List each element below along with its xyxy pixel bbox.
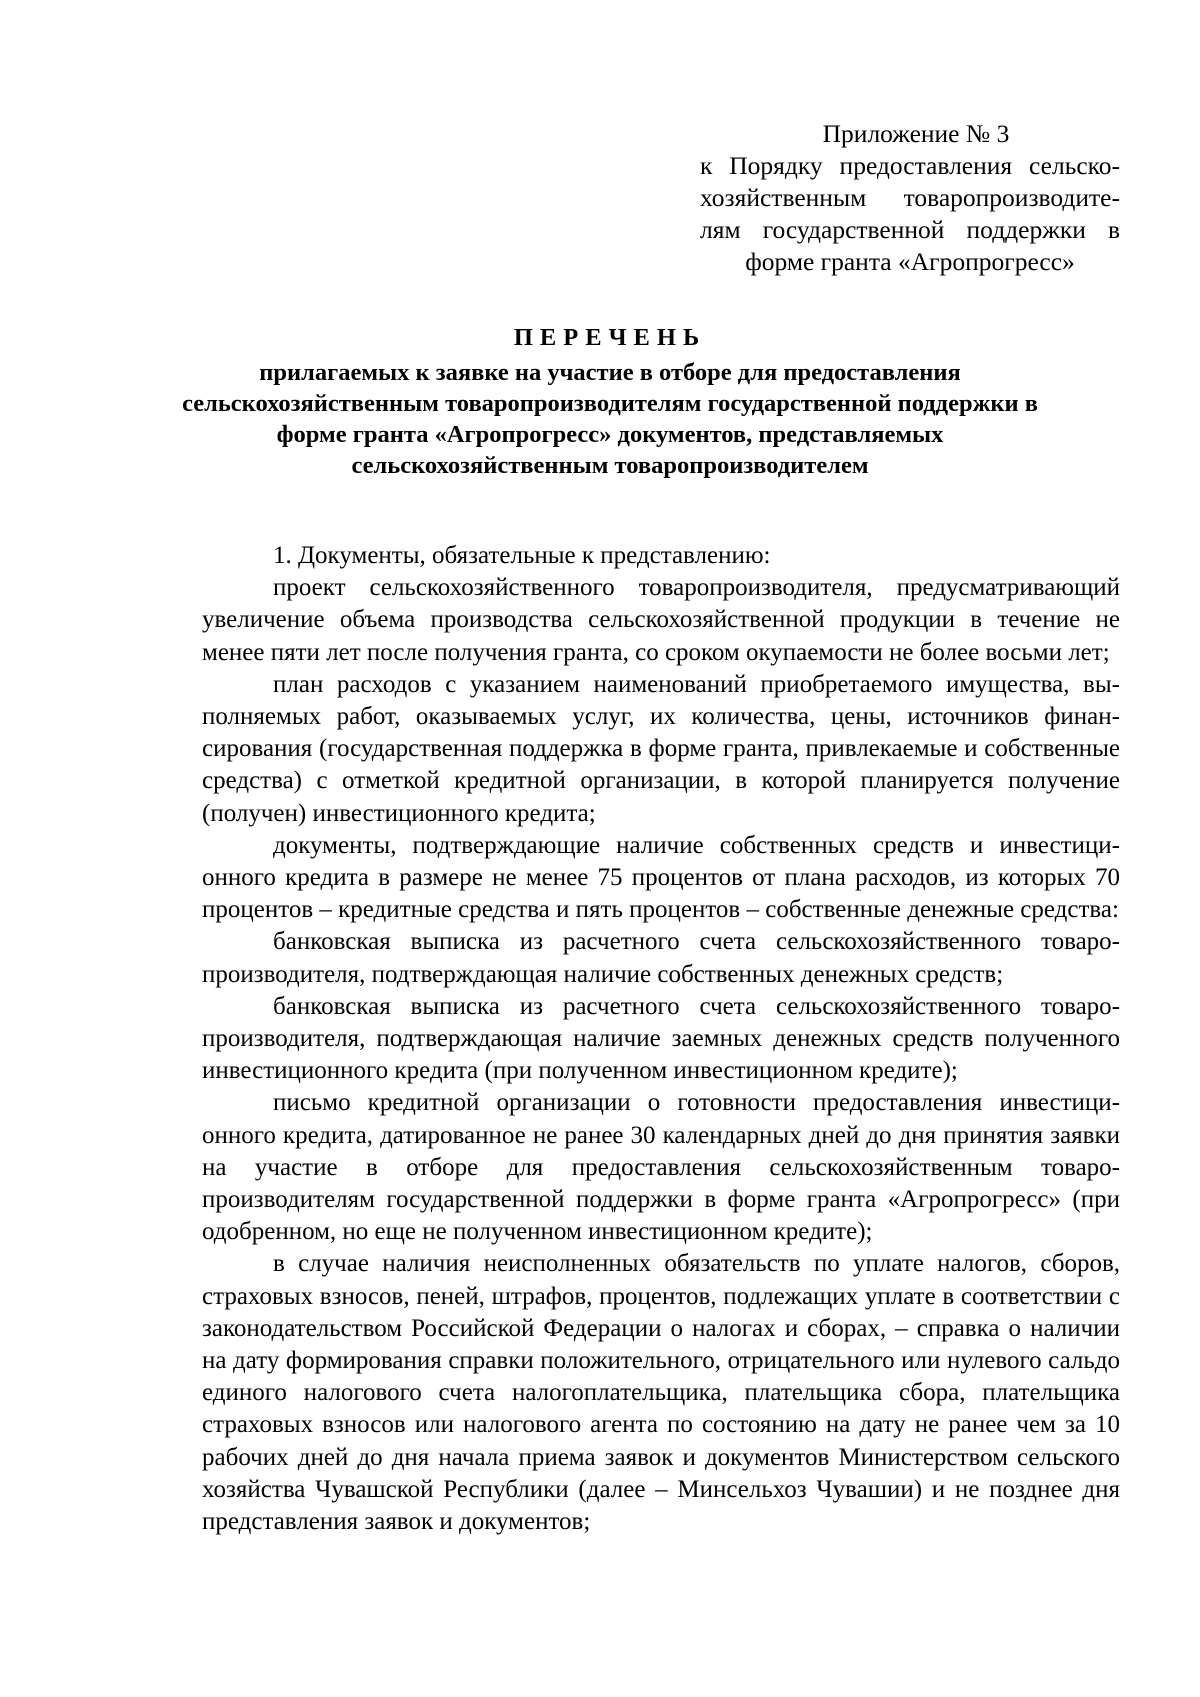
paragraph: банковская выписка из расчетного счета сельскохозяйственного товаропроизводителя, подтверждающая наличие заемных денежных средств полученного инвестиционного кредита (при полученном инвестиционном кредите); — [202, 992, 1120, 1085]
paragraph: 1. Документы, обязательные к представлению: — [273, 542, 771, 569]
paragraph: банковская выписка из расчетного счета сельскохозяйственного товаропроизводителя, подтверждающая наличие собственных денежных средств; — [202, 928, 1120, 988]
appendix-heading: Приложение № 3 — [822, 119, 1010, 148]
paragraph: в случае наличия неисполненных обязательств по уплате налогов, сборов, страховых взносов, пеней, штрафов, процентов, подлежащих уплате в соответствии с законодательством Российской Федерации о налогах и сборах, – справка о наличии на дату формирования справки положительного, отрицательного или нулевого сальдо единого налогового счета налогоплательщика, плательщика сбора, плательщика страховых взносов или налогового агента по состоянию на дату не ранее чем за 10 рабочих дней до дня начала приема заявок и документов Министерством сельского хозяйства Чувашской Республики (далее – Минсельхоз Чувашии) и не позднее дня представления заявок и документов; — [202, 1250, 1120, 1536]
paragraph: проект сельскохозяйственного товаропроизводителя, предусматривающий увеличение объема производства сельскохозяйственной продукции в течение не менее пяти лет после получения гранта, со сроком окупаемости не более восьми лет; — [202, 574, 1120, 666]
appendix-text: к Порядку предоставления сельскохозяйственным товаропроизводителям государственной поддержки в форме гранта «Агропрогресс» — [700, 151, 1120, 276]
title-subtitle: прилагаемых к заявке на участие в отборе для предоставления сельскохозяйственным товаропроизводителям государственной поддержки в форме гранта «Агропрогресс» документов, представляемых сельскохозяйственным товаропроизводителем — [182, 359, 1038, 479]
document-title — [150, 322, 1070, 481]
paragraph: документы, подтверждающие наличие собственных средств и инвестиционного кредита в размере не менее 75 процентов от плана расходов, из которых 70 процентов – кредитные средства и пять процентов – собственные денежные средства: — [202, 831, 1120, 924]
appendix-block — [700, 118, 1120, 278]
title-main: ПЕРЕЧЕНЬ — [513, 324, 707, 351]
paragraph: план расходов с указанием наименований приобретаемого имущества, выполняемых работ, оказываемых услуг, их количества, цены, источников финансирования (государственная поддержка в форме гранта, привлекаемые и собственные средства) с отметкой кредитной организации, в которой планируется получение (получен) инвестиционного кредита; — [202, 670, 1120, 827]
document-body — [202, 540, 1120, 1538]
paragraph: письмо кредитной организации о готовности предоставления инвестиционного кредита, датированное не ранее 30 календарных дней до дня принятия заявки на участие в отборе для предоставления сельскохозяйственным товаропроизводителям государственной поддержки в форме гранта «Агропрогресс» (при одобренном, но еще не полученном инвестиционном кредите); — [202, 1089, 1120, 1246]
